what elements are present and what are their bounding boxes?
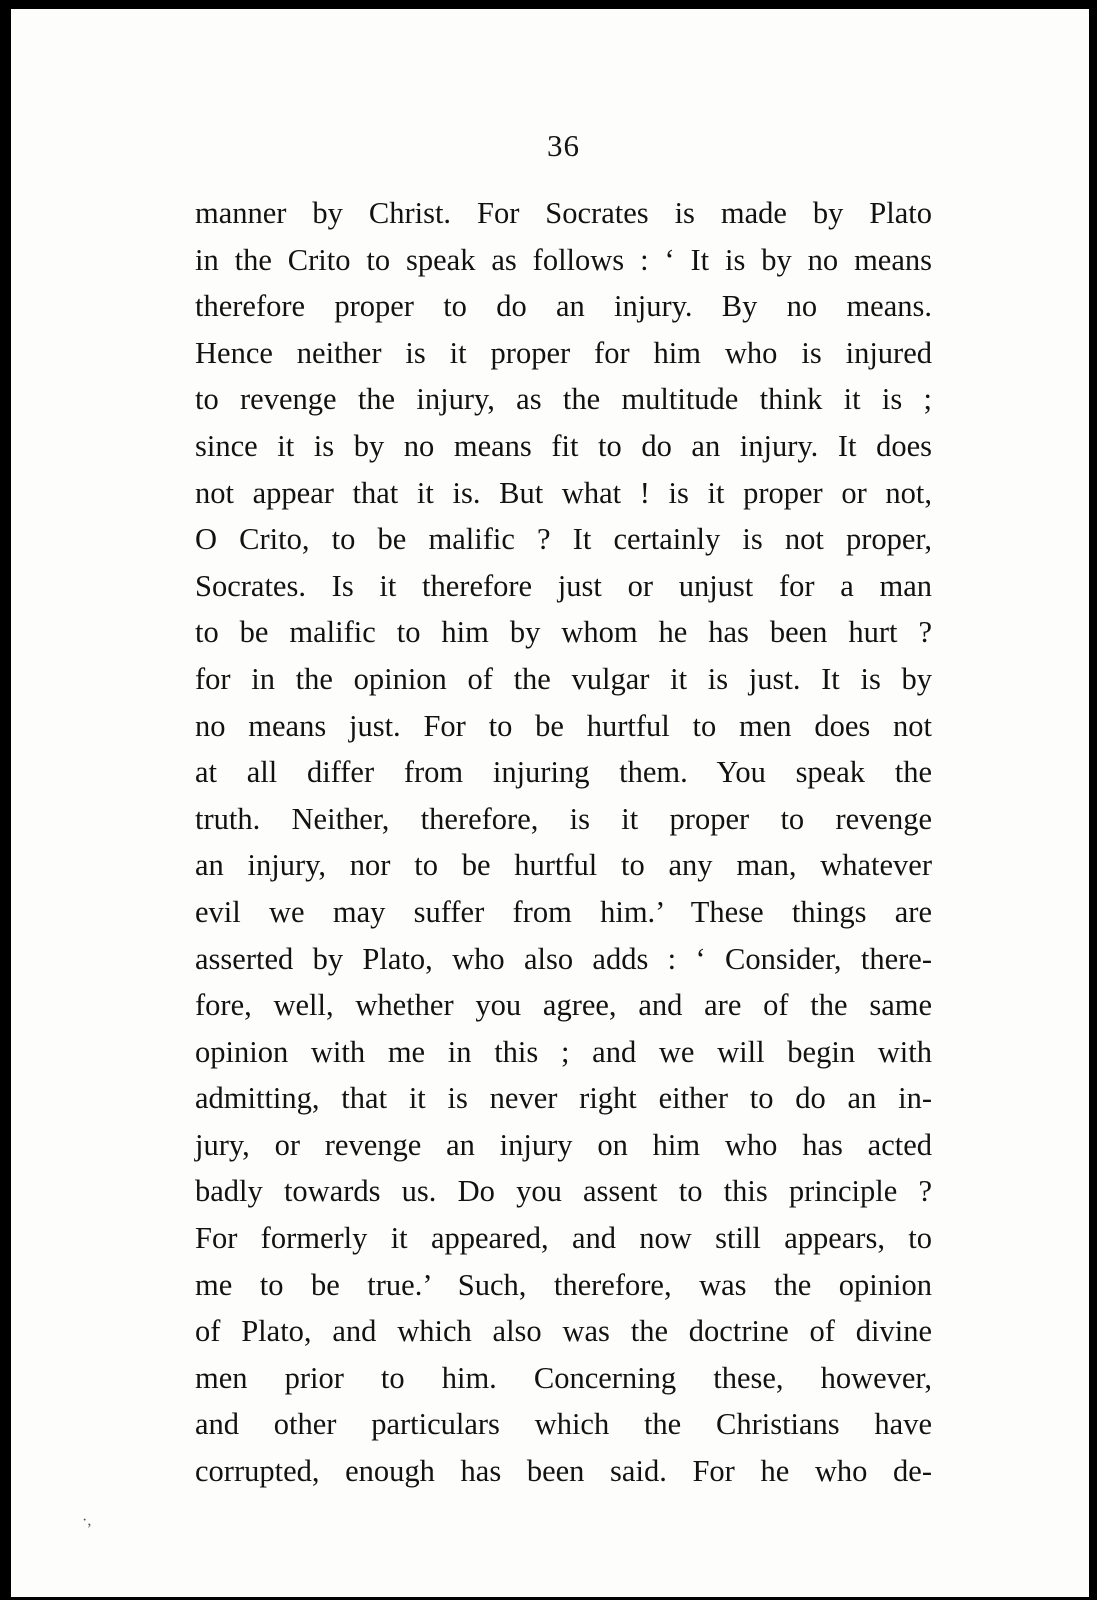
text-line: not appear that it is. But what ! is it proper or not,	[195, 475, 932, 510]
text-line: Socrates. Is it therefore just or unjust for a man	[195, 568, 932, 603]
text-line: an injury, nor to be hurtful to any man, whatever	[195, 848, 932, 883]
text-line: opinion with me in this ; and we will begin with	[195, 1034, 932, 1069]
text-line: in the Crito to speak as follows : ‘ It is by no means	[195, 242, 932, 277]
body-text	[195, 190, 932, 1495]
text-line: fore, well, whether you agree, and are of the same	[195, 988, 932, 1023]
scan-edge-left	[0, 0, 11, 1600]
page-number: 36	[547, 128, 580, 163]
text-line: Hence neither is it proper for him who is injured	[195, 335, 932, 370]
text-line: me to be true.’ Such, therefore, was the opinion	[195, 1267, 932, 1302]
text-line: admitting, that it is never right either to do an in-	[195, 1081, 932, 1116]
text-line: to revenge the injury, as the multitude think it is ;	[195, 382, 932, 417]
text-line: and other particulars which the Christians have	[195, 1407, 932, 1442]
text-line: O Crito, to be malific ? It certainly is not proper,	[195, 522, 932, 557]
text-line: badly towards us. Do you assent to this principle ?	[195, 1174, 932, 1209]
text-line: since it is by no means fit to do an injury. It does	[195, 428, 932, 463]
text-line: corrupted, enough has been said. For he who de-	[195, 1454, 932, 1489]
text-line: evil we may suffer from him.’ These things are	[195, 894, 932, 929]
text-line: truth. Neither, therefore, is it proper to revenge	[195, 801, 932, 836]
text-line: therefore proper to do an injury. By no means.	[195, 289, 932, 324]
text-line: men prior to him. Concerning these, however,	[195, 1360, 932, 1395]
text-line: to be malific to him by whom he has been hurt ?	[195, 615, 932, 650]
text-line: jury, or revenge an injury on him who has acted	[195, 1127, 932, 1162]
text-line: manner by Christ. For Socrates is made by Plato	[195, 196, 932, 230]
text-line: asserted by Plato, who also adds : ‘ Consider, there-	[195, 941, 932, 976]
scan-edge-right	[1089, 0, 1097, 1600]
text-line: for in the opinion of the vulgar it is just. It is by	[195, 661, 932, 696]
text-line: For formerly it appeared, and now still appears, to	[195, 1221, 932, 1256]
text-line: at all differ from injuring them. You speak the	[195, 755, 932, 790]
text-line: of Plato, and which also was the doctrine of divine	[195, 1314, 932, 1349]
text-line: no means just. For to be hurtful to men does not	[195, 708, 932, 743]
scan-edge-top	[0, 0, 1097, 9]
scan-artifact-mark: ·,	[82, 1512, 92, 1529]
